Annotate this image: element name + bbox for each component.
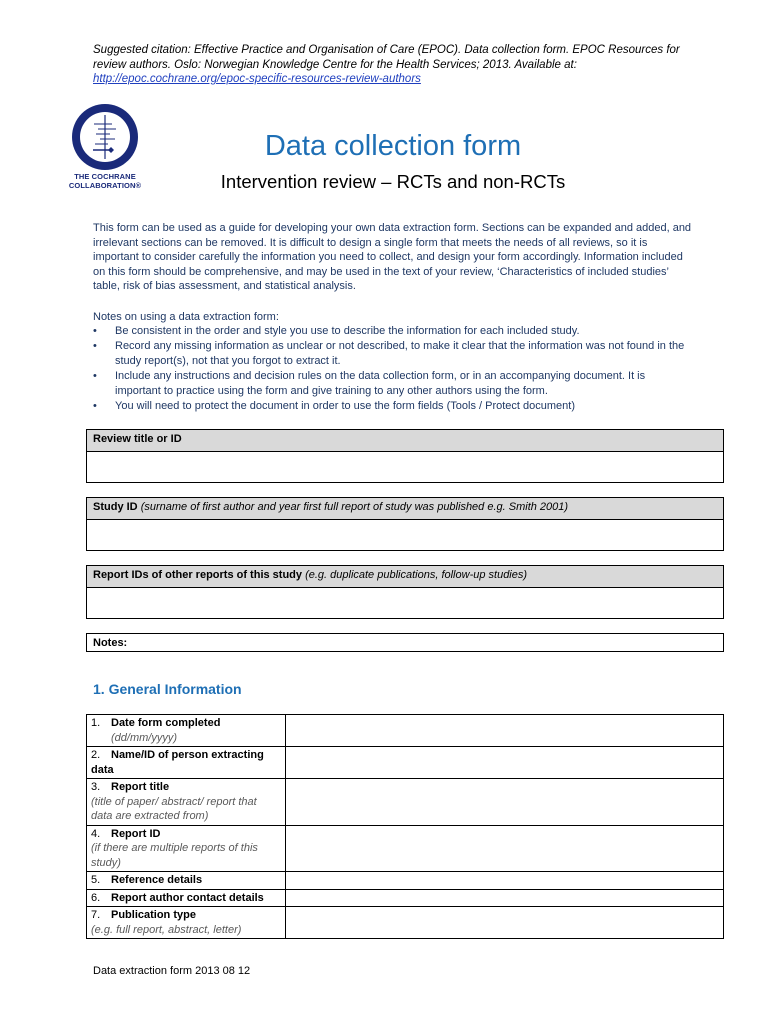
report-ids-label-cell: Report IDs of other reports of this study (e.g. duplicate publications, follow-up studies) [87, 566, 723, 588]
report-author-contact-field[interactable] [286, 889, 724, 907]
review-title-field[interactable] [87, 452, 723, 482]
table-row [87, 825, 724, 872]
notes-field[interactable] [86, 633, 724, 652]
report-title-field[interactable] [286, 779, 724, 826]
row-label-cell: 5. Reference details [87, 872, 286, 890]
citation-link[interactable]: http://epoc.cochrane.org/epoc-specific-resources-review-authors [93, 73, 421, 85]
section-heading-general-information: 1. General Information [93, 681, 242, 697]
study-id-label-cell: Study ID (surname of first author and year first full report of study was published e.g. Smith 2001) [87, 498, 723, 520]
report-ids-field[interactable] [87, 588, 723, 618]
table-row [87, 747, 724, 779]
row-label-cell: 2. Name/ID of person extracting data [87, 747, 286, 779]
reference-details-field[interactable] [286, 872, 724, 890]
row-label-cell: 1. Date form completed (dd/mm/yyyy) [87, 715, 286, 747]
table-row [87, 889, 724, 907]
row-label-cell: 7. Publication type (e.g. full report, abstract, letter) [87, 907, 286, 939]
table-row [87, 907, 724, 939]
report-id-field[interactable] [286, 825, 724, 872]
row-label-cell: 3. Report title (title of paper/ abstract/ report that data are extracted from) [87, 779, 286, 826]
table-row [87, 872, 724, 890]
date-form-completed-field[interactable] [286, 715, 724, 747]
study-id-field[interactable] [87, 520, 723, 550]
notes-list [93, 324, 693, 414]
list-item: • Include any instructions and decision rules on the data collection form, or in an accompanying document. It is important to practice using the form and give training to any other authors using the form. [93, 369, 693, 399]
report-ids-box [86, 565, 724, 619]
citation-text: Suggested citation: Effective Practice and Organisation of Care (EPOC). Data collection form. EPOC Resources for review authors. Oslo: Norwegian Knowledge Centre for the Health Services; 2013. Available at: [93, 44, 680, 71]
list-item: • Be consistent in the order and style you use to describe the information for each included study. [93, 324, 693, 339]
page-subtitle: Intervention review – RCTs and non-RCTs [220, 171, 566, 192]
page-footer: Data extraction form 2013 08 12 [93, 965, 251, 977]
study-id-box [86, 497, 724, 551]
notes-label: Notes: [93, 637, 128, 649]
publication-type-field[interactable] [286, 907, 724, 939]
person-extracting-field[interactable] [286, 747, 724, 779]
row-label-cell: 6. Report author contact details [87, 889, 286, 907]
logo-text: THE COCHRANE COLLABORATION® [68, 172, 142, 190]
table-row [87, 779, 724, 826]
notes-heading: Notes on using a data extraction form: [93, 311, 279, 323]
review-title-label-cell: Review title or ID [87, 430, 723, 452]
list-item: • You will need to protect the document in order to use the form fields (Tools / Protect document) [93, 399, 693, 414]
page-title: Data collection form [264, 130, 522, 162]
row-label-cell: 4. Report ID (if there are multiple reports of this study) [87, 825, 286, 872]
review-title-box [86, 429, 724, 483]
list-item: • Record any missing information as unclear or not described, to make it clear that the information was not found in the study report(s), not that you forgot to extract it. [93, 339, 693, 369]
general-information-table [86, 714, 724, 939]
intro-paragraph: This form can be used as a guide for developing your own data extraction form. Sections can be expanded and added, and irrelevant sections can be removed. It is difficult to design a single form that meets the needs of all reviews, so it is important to consider carefully the information you need to collect, and design your form accordingly. Information included on this form should be comprehensive, and may be used in the text of your review, ‘Characteristics of included studies’ table, risk of bias assessment, and statistical analysis. [93, 222, 692, 293]
table-row [87, 715, 724, 747]
citation [93, 43, 693, 87]
